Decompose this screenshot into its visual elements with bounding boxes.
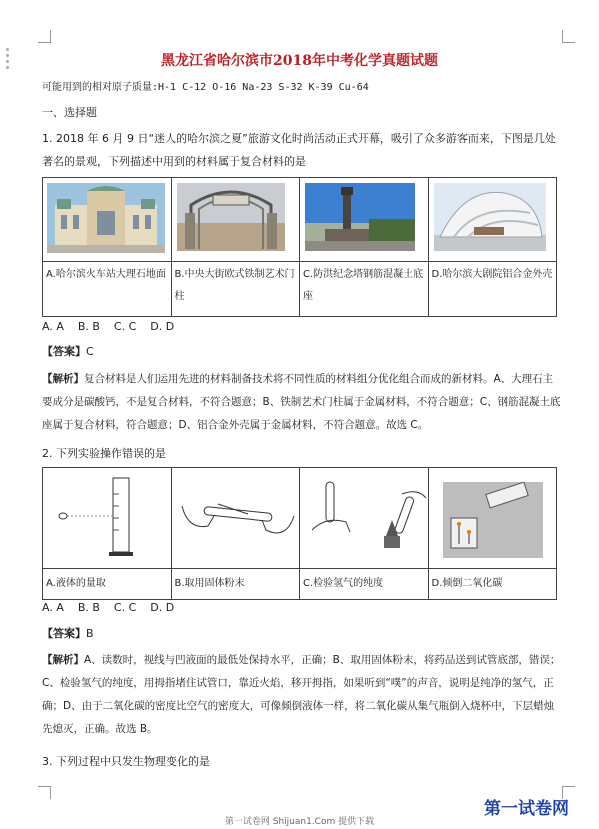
hydrogen-test-image xyxy=(306,476,432,560)
page-title: 黑龙江省哈尔滨市2018年中考化学真题试题 xyxy=(161,53,438,69)
brand-logo: 第一试卷网 xyxy=(484,799,569,819)
q1-stem-line2: 著名的景观，下列描述中用到的材料属于复合材料的是 xyxy=(42,155,306,168)
option-image-d xyxy=(428,178,557,262)
option-caption-a: A.液体的量取 xyxy=(43,569,172,600)
option-image-b xyxy=(171,468,300,569)
grand-theatre-image xyxy=(434,183,546,251)
corner-mark xyxy=(38,786,51,799)
q3-stem: 3. 下列过程中只发生物理变化的是 xyxy=(42,755,210,768)
answer-value: C xyxy=(86,345,94,358)
analysis-label: 【解析】 xyxy=(42,654,84,666)
option-image-b xyxy=(171,178,300,262)
answer-label: 【答案】 xyxy=(42,627,86,640)
option-caption-d: D.倾倒二氧化碳 xyxy=(428,569,557,600)
powder-tube-image xyxy=(178,486,298,546)
option-image-a xyxy=(43,468,172,569)
q2-stem: 2. 下列实验操作错误的是 xyxy=(42,447,166,460)
option-image-c xyxy=(300,178,429,262)
flood-memorial-image xyxy=(305,183,415,251)
option-image-d xyxy=(428,468,557,569)
answer-value: B xyxy=(86,627,94,640)
footer-text: 第一试卷网 Shijuan1.Com 提供下载 xyxy=(224,817,375,827)
option-caption-a: A.哈尔滨火车站大理石地面 xyxy=(43,262,172,317)
q1-options: A. A B. B C. C D. D xyxy=(42,320,175,333)
q1-stem-line1: 1. 2018 年 6 月 9 日“迷人的哈尔滨之夏”旅游文化时尚活动正式开幕，吸引了众多游客而来，下图是几处 xyxy=(42,132,556,145)
q1-answer xyxy=(42,345,562,359)
graduated-cylinder-image xyxy=(53,474,143,560)
option-caption-c: C.检验氢气的纯度 xyxy=(300,569,429,600)
option-image-a xyxy=(43,178,172,262)
q2-options: A. A B. B C. C D. D xyxy=(42,601,175,614)
atomic-masses: 可能用到的相对原子质量:H-1 C-12 O-16 Na-23 S-32 K-39 Cu-64 xyxy=(42,82,369,93)
option-image-c xyxy=(300,468,429,569)
section-heading: 一、选择题 xyxy=(42,106,97,119)
analysis-text: 复合材料是人们运用先进的材料制备技术将不同性质的材料组分优化组合而成的新材料。A、大理石主要成分是碳酸钙，不是复合材料，不符合题意；B、铁制艺术门柱属于金属材料，不符合题意；C、钢筋混凝土底座属于复合材料，符合题意；D、铝合金外壳属于金属材料，不符合题意。故选 C。 xyxy=(42,373,561,431)
q2-answer xyxy=(42,627,562,641)
option-caption-c: C.防洪纪念塔钢筋混凝土底座 xyxy=(300,262,429,317)
q2-option-table xyxy=(42,467,557,600)
q2-analysis xyxy=(42,649,562,741)
analysis-label: 【解析】 xyxy=(42,373,84,385)
corner-mark xyxy=(38,30,51,43)
train-station-image xyxy=(47,183,165,253)
answer-label: 【答案】 xyxy=(42,345,86,358)
q1-option-table xyxy=(42,177,557,317)
option-caption-b: B.中央大街欧式铁制艺术门柱 xyxy=(171,262,300,317)
iron-gate-image xyxy=(177,183,285,251)
pour-co2-image xyxy=(443,482,543,558)
analysis-text: A、读数时，视线与凹液面的最低处保持水平，正确；B、取用固体粉末，将药品送到试管底部，错误；C、检验氢气的纯度，用拇指堵住试管口，靠近火焰，移开拇指，如果听到“噗”的声音，说明是纯净的氢气，正确；D、由于二氧化碳的密度比空气的密度大，可像倾倒液体一样，将二氧化碳从集气瓶倒入烧杯中，下层蜡烛先熄灭，正确。故选 B。 xyxy=(42,654,561,735)
q1-analysis xyxy=(42,368,562,437)
option-caption-b: B.取用固体粉末 xyxy=(171,569,300,600)
corner-mark xyxy=(562,30,575,43)
option-caption-d: D.哈尔滨大剧院铝合金外壳 xyxy=(428,262,557,317)
